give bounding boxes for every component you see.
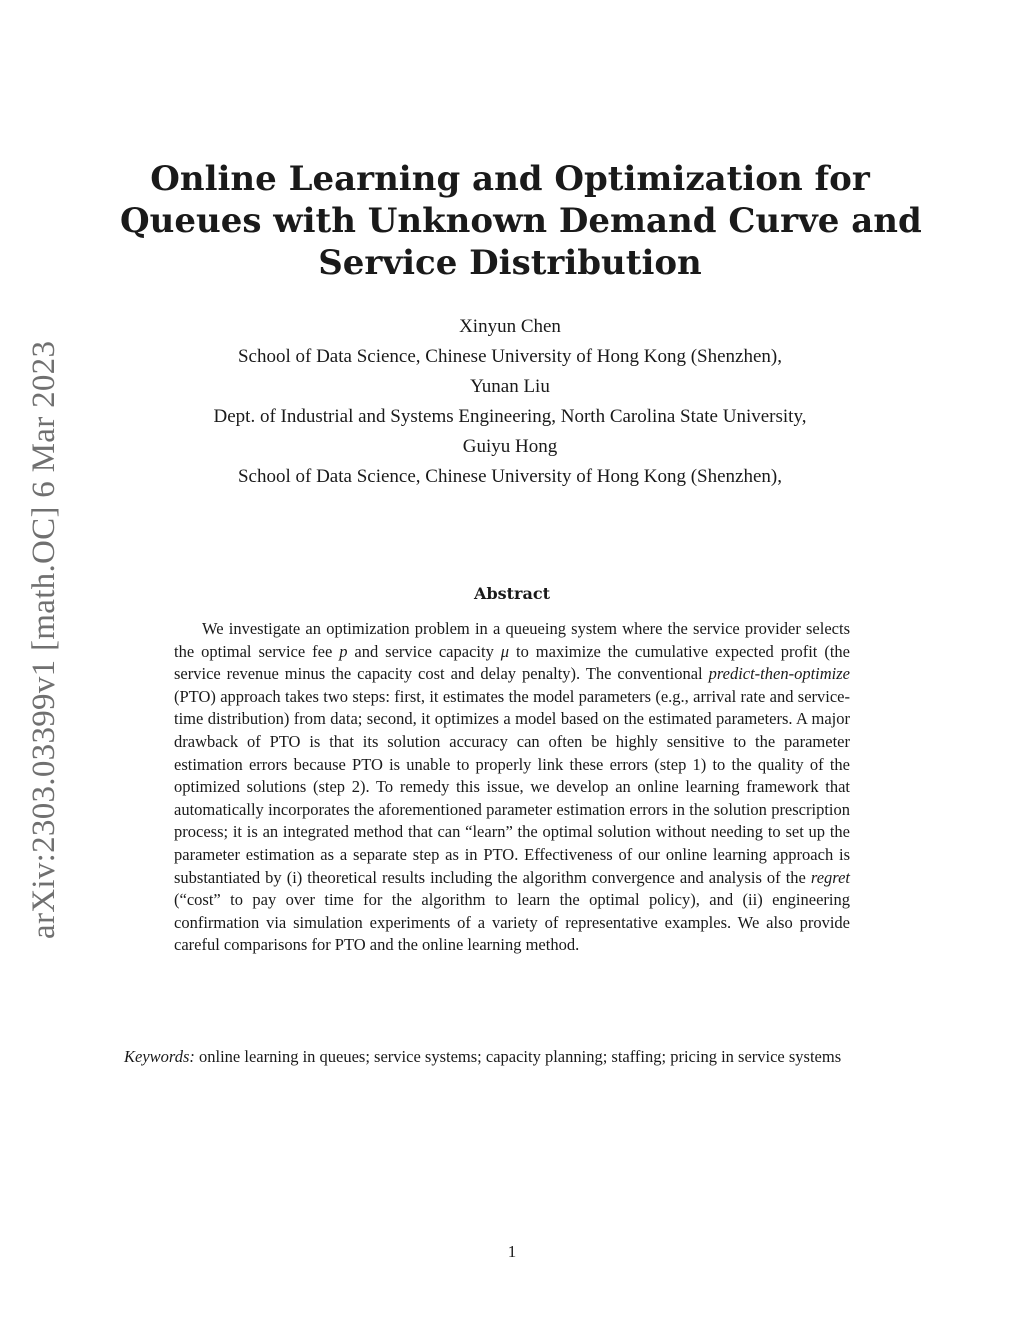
abstract-text: (“cost” to pay over time for the algorithm to learn the optimal policy), and (ii) engineering confirmation via simulation experiments of a variety of representative examples. We also provide careful comparisons for PTO and the online learning method. — [174, 890, 850, 955]
keywords-text: online learning in queues; service systems; capacity planning; staffing; pricing in service systems — [194, 1047, 842, 1066]
title-line: Queues with Unknown Demand Curve and — [120, 201, 922, 241]
emphasized-term: predict-then-optimize — [708, 664, 850, 684]
author-block — [100, 312, 920, 492]
title-line: Online Learning and Optimization for — [150, 159, 870, 199]
author-affiliation: School of Data Science, Chinese University of Hong Kong (Shenzhen), — [237, 466, 782, 487]
abstract-text: (PTO) approach takes two steps: first, it estimates the model parameters (e.g., arrival rate and service-time distribution) from data; second, it optimizes a model based on the estimated parameters. A major drawback of PTO is that its solution accuracy can often be highly sensitive to the parameter estimation errors because PTO is unable to properly link these errors (step 1) to the quality of the optimized solutions (step 2). To remedy this issue, we develop an online learning framework that automatically incorporates the aforementioned parameter estimation errors in the solution prescription process; it is an integrated method that can “learn” the optimal solution without needing to set up the parameter estimation as a separate step as in PTO. Effectiveness of our online learning approach is substantiated by (i) theoretical results including the algorithm convergence and analysis of the — [174, 686, 850, 887]
author-name: Guiyu Hong — [462, 436, 558, 457]
math-variable: p — [339, 641, 348, 661]
abstract-text: and service capacity — [347, 641, 501, 661]
math-variable: μ — [500, 641, 510, 661]
abstract-heading: Abstract — [474, 584, 550, 603]
abstract-text: to maximize the cumulative expected profit (the service revenue minus the capacity cost and delay penalty). The conventional — [174, 641, 850, 684]
keywords-label: Keywords: — [124, 1047, 195, 1066]
author-affiliation: Dept. of Industrial and Systems Engineering, North Carolina State University, — [213, 406, 807, 427]
author-name: Yunan Liu — [470, 376, 550, 397]
page-number: 1 — [507, 1242, 517, 1261]
arxiv-identifier: arXiv:2303.03399v1 [math.OC] 6 Mar 2023 — [26, 340, 62, 940]
paper-title — [120, 158, 922, 284]
abstract-body — [174, 618, 850, 957]
author-name: Xinyun Chen — [459, 316, 561, 337]
abstract-paragraph — [174, 618, 850, 957]
abstract-text: We investigate an optimization problem in a queueing system where the service provider selects the optimal service fee — [174, 619, 850, 661]
author-affiliation: School of Data Science, Chinese University of Hong Kong (Shenzhen), — [237, 346, 782, 367]
emphasized-term: regret — [810, 867, 850, 887]
title-line: Service Distribution — [318, 243, 702, 283]
keywords — [124, 1045, 898, 1069]
